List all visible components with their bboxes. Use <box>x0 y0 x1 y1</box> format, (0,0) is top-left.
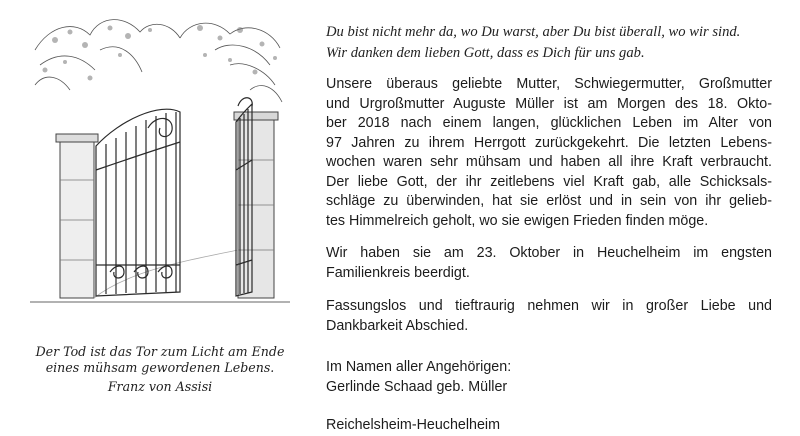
text-line: 97 Jahren zu ihrem Herrgott zurückgekehrt. Die letzten Lebens- <box>326 134 772 151</box>
signature-intro: Im Namen aller Angehörigen: <box>326 359 512 375</box>
quote-line: eines mühsam gewordenen Lebens. <box>45 360 275 375</box>
text-line: Unsere überaus geliebte Mutter, Schwiegermutter, Großmutter <box>326 76 772 92</box>
paragraph-burial <box>326 244 772 283</box>
quote-author: Franz von Assisi <box>107 379 213 394</box>
garden-gate-illustration <box>30 10 290 310</box>
signature-block <box>326 358 772 397</box>
epigraph <box>326 22 786 64</box>
epigraph-line: Du bist nicht mehr da, wo Du warst, aber Du bist überall, wo wir sind. <box>326 24 741 40</box>
place-name: Reichelsheim-Heuchelheim <box>326 417 501 433</box>
text-line: ber 2018 nach einem langen, glücklichen Leben im Alter von <box>326 115 772 131</box>
quote-line: Der Tod ist das Tor zum Licht am Ende <box>35 344 285 359</box>
text-line: Dankbarkeit Abschied. <box>326 317 469 334</box>
text-line: und Urgroßmutter Auguste Müller ist am Morgen des 18. Okto- <box>326 95 772 112</box>
obituary-body <box>326 75 772 436</box>
francis-quote <box>10 344 310 395</box>
text-line: schläge zu überwinden, hat sie erlöst und in sein von ihr gelieb- <box>326 193 772 209</box>
text-line: Familienkreis beerdigt. <box>326 264 470 281</box>
epigraph-line: Wir danken dem lieben Gott, dass es Dich für uns gab. <box>326 45 645 61</box>
text-line: Der liebe Gott, der ihr zeitlebens viel Kraft gab, alle Schicksals- <box>326 173 772 190</box>
signature-name: Gerlinde Schaad geb. Müller <box>326 378 508 395</box>
text-line: wochen waren sehr mühsam und haben all ihre Kraft verbraucht. <box>326 154 772 170</box>
text-line: Wir haben sie am 23. Oktober in Heuchelheim im engsten <box>326 245 772 261</box>
paragraph-farewell <box>326 297 772 336</box>
paragraph-announcement <box>326 75 772 231</box>
text-line: Fassungslos und tieftraurig nehmen wir in großer Liebe und <box>326 298 772 314</box>
text-line: tes Himmelreich geholt, wo sie ewigen Frieden finden möge. <box>326 212 709 229</box>
